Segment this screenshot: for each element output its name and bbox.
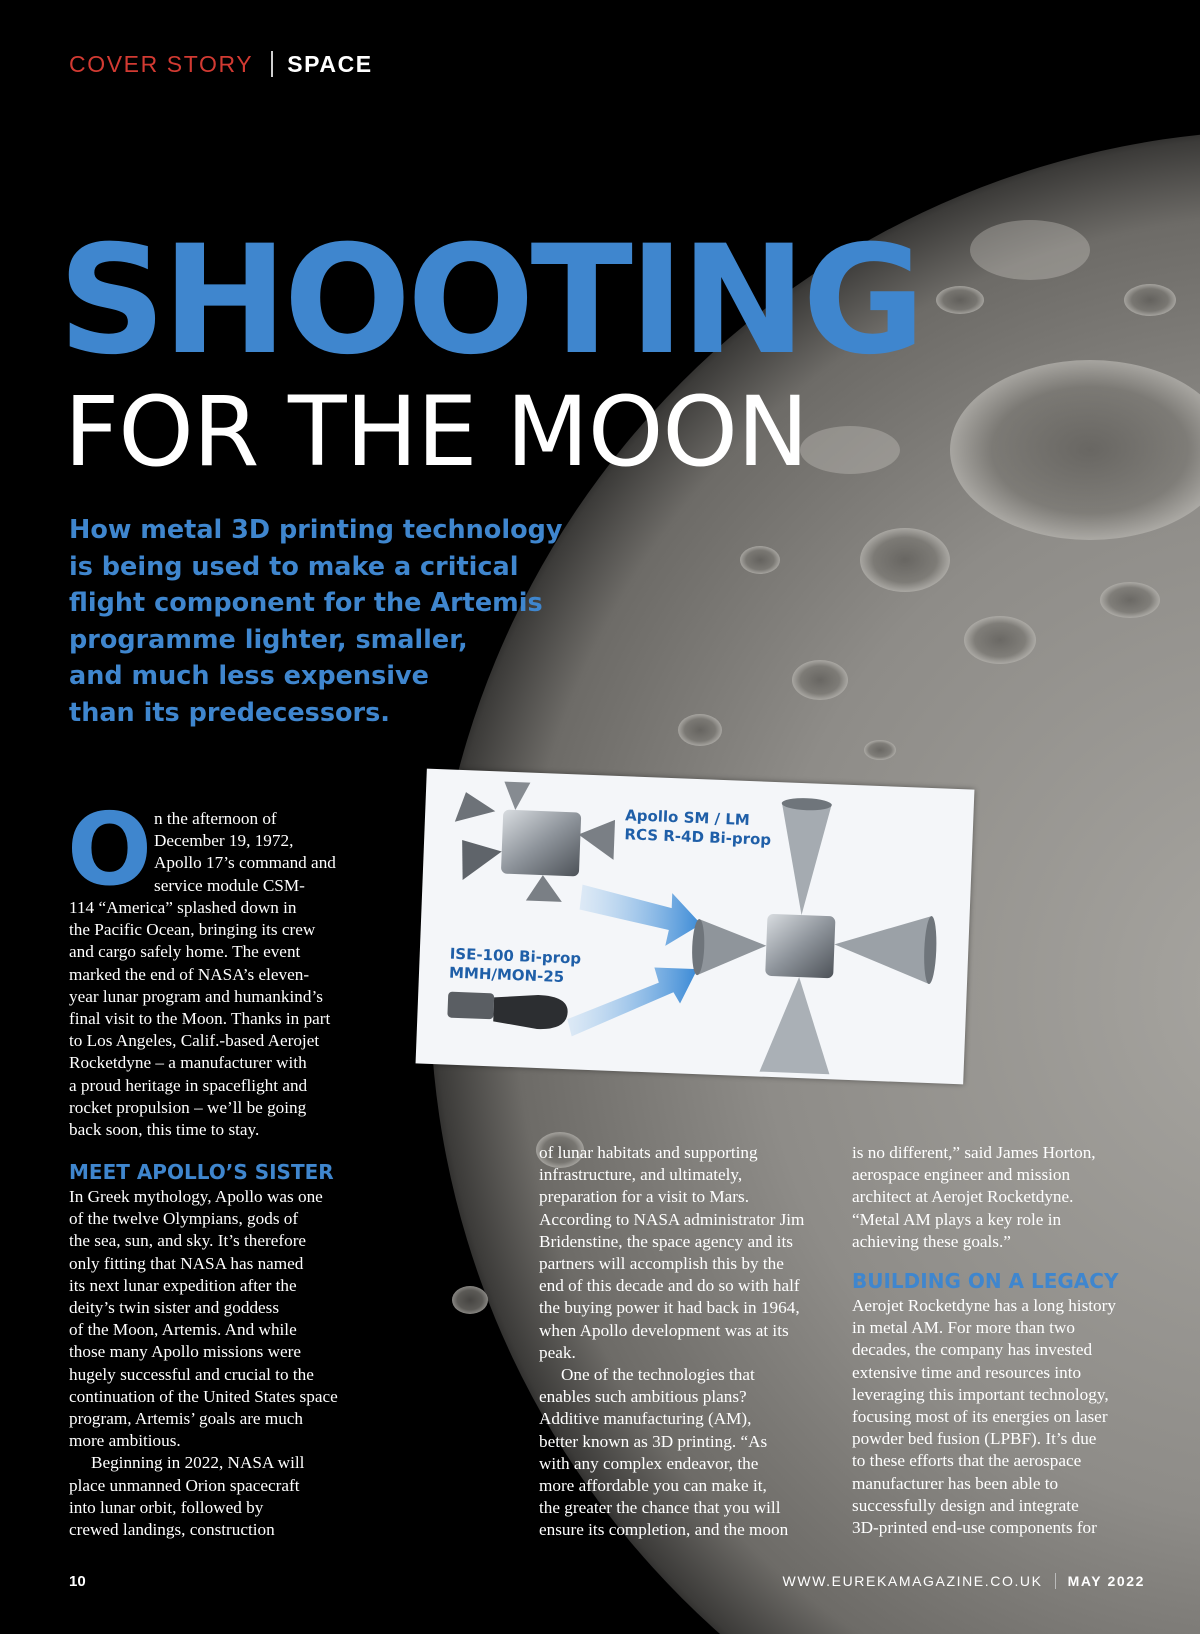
body-line: rocket propulsion – we’ll be going xyxy=(69,1097,307,1117)
issue-date: MAY 2022 xyxy=(1067,1573,1145,1589)
topic-label: SPACE xyxy=(287,50,373,77)
body-line: to Los Angeles, Calif.-based Aerojet xyxy=(69,1031,320,1051)
body-line: One of the technologies that xyxy=(561,1365,755,1385)
intro-dropcap-lines xyxy=(154,808,336,897)
body-line: enables such ambitious plans? xyxy=(539,1387,747,1407)
standfirst-line: is being used to make a critical xyxy=(69,551,519,582)
body-line: program, Artemis’ goals are much xyxy=(69,1409,304,1429)
body-line: of the Moon, Artemis. And while xyxy=(69,1320,297,1340)
body-line: ensure its completion, and the moon xyxy=(539,1520,789,1540)
standfirst-line: and much less expensive xyxy=(69,661,429,691)
thruster-figure xyxy=(416,769,975,1085)
body-line: place unmanned Orion spacecraft xyxy=(69,1475,300,1495)
body-line: when Apollo development was at its xyxy=(539,1320,789,1340)
body-line: aerospace engineer and mission xyxy=(852,1165,1071,1185)
footer-info xyxy=(783,1573,1146,1589)
intro-paragraph xyxy=(69,897,330,1141)
body-line: its next lunar expedition after the xyxy=(69,1275,297,1295)
body-line: those many Apollo missions were xyxy=(69,1342,302,1362)
body-line: of the twelve Olympians, gods of xyxy=(69,1209,299,1229)
body-line: more affordable you can make it, xyxy=(539,1476,767,1496)
body-line: preparation for a visit to Mars. xyxy=(539,1187,750,1207)
body-line: of lunar habitats and supporting xyxy=(539,1143,758,1162)
ise-label-line: ISE-100 Bi-prop xyxy=(449,944,582,968)
body-line: more ambitious. xyxy=(69,1431,181,1451)
subheading-meet-apollos-sister: MEET APOLLO’S SISTER xyxy=(69,1160,334,1184)
body-line: back soon, this time to stay. xyxy=(69,1120,260,1140)
body-line: Bridenstine, the space agency and its xyxy=(539,1231,793,1251)
body-line: infrastructure, and ultimately, xyxy=(539,1165,743,1185)
footer-divider xyxy=(1055,1573,1056,1589)
body-line: continuation of the United States space xyxy=(69,1386,338,1406)
body-line: 114 “America” splashed down in xyxy=(69,898,297,917)
ise-engine-graphic xyxy=(447,992,568,1031)
body-line: manufacturer has been able to xyxy=(852,1473,1059,1493)
body-line: In Greek mythology, Apollo was one xyxy=(69,1187,323,1206)
body-line: the buying power it had back in 1964, xyxy=(539,1298,800,1318)
standfirst xyxy=(69,512,589,731)
body-line: into lunar orbit, followed by xyxy=(69,1497,264,1517)
ise-label-line: MMH/MON-25 xyxy=(448,963,565,987)
body-line: better known as 3D printing. “As xyxy=(539,1431,768,1451)
body-line: in metal AM. For more than two xyxy=(852,1318,1075,1338)
body-line: December 19, 1972, xyxy=(154,831,294,851)
body-line: Beginning in 2022, NASA will xyxy=(91,1453,305,1473)
body-line: successfully design and integrate xyxy=(852,1495,1079,1515)
standfirst-line: How metal 3D printing technology xyxy=(69,515,563,545)
body-line: to these efforts that the aerospace xyxy=(852,1451,1082,1471)
ise-label xyxy=(449,945,582,988)
column-3 xyxy=(852,1142,1118,1539)
body-line: marked the end of NASA’s eleven- xyxy=(69,964,310,984)
website-url[interactable]: WWW.EUREKAMAGAZINE.CO.UK xyxy=(782,1573,1043,1589)
body-line: a proud heritage in spaceflight and xyxy=(69,1075,308,1095)
body-line: with any complex endeavor, the xyxy=(539,1453,759,1473)
body-line: the sea, sun, and sky. It’s therefore xyxy=(69,1231,307,1251)
body-line: extensive time and resources into xyxy=(852,1362,1082,1382)
body-line: focusing most of its energies on laser xyxy=(852,1407,1108,1427)
body-line: crewed landings, construction xyxy=(69,1520,275,1540)
page-number: 10 xyxy=(69,1573,86,1590)
body-line: end of this decade and do so with half xyxy=(539,1276,800,1296)
standfirst-line: flight component for the Artemis xyxy=(69,588,543,618)
body-line: architect at Aerojet Rocketdyne. xyxy=(852,1187,1074,1207)
body-line: partners will accomplish this by the xyxy=(539,1254,784,1274)
subheading-building-on-a-legacy: BUILDING ON A LEGACY xyxy=(852,1269,1119,1294)
body-line: hugely successful and crucial to the xyxy=(69,1364,314,1384)
body-line: leveraging this important technology, xyxy=(852,1384,1109,1404)
drop-cap xyxy=(67,791,153,908)
apollo-label xyxy=(624,806,772,850)
body-line: year lunar program and humankind’s xyxy=(69,986,323,1006)
body-line: achieving these goals.” xyxy=(852,1231,1011,1251)
headline-sub: FOR THE MOON xyxy=(64,376,808,488)
apollo-label-line: Apollo SM / LM xyxy=(624,806,751,830)
column-2 xyxy=(539,1142,804,1542)
body-line: only fitting that NASA has named xyxy=(69,1253,304,1273)
body-line: peak. xyxy=(539,1342,576,1362)
body-line: final visit to the Moon. Thanks in part xyxy=(69,1009,331,1029)
body-line: powder bed fusion (LPBF). It’s due xyxy=(852,1429,1097,1449)
column-1 xyxy=(69,1158,338,1541)
body-line: n the afternoon of xyxy=(154,809,277,828)
section-header xyxy=(69,47,373,81)
body-line: Additive manufacturing (AM), xyxy=(539,1409,752,1429)
body-line: “Metal AM plays a key role in xyxy=(852,1209,1062,1229)
body-line: Aerojet Rocketdyne has a long history xyxy=(852,1296,1116,1316)
body-line: deity’s twin sister and goddess xyxy=(69,1298,280,1318)
body-line: is no different,” said James Horton, xyxy=(852,1143,1096,1162)
body-line: 3D-printed end-use components for xyxy=(852,1518,1097,1538)
body-line: the Pacific Ocean, bringing its crew xyxy=(69,920,316,940)
header-divider xyxy=(271,51,273,77)
headline-main: SHOOTING xyxy=(58,214,922,388)
drop-cap-letter: O xyxy=(67,791,153,908)
apollo-thruster-graphic xyxy=(452,780,616,904)
apollo-label-line: RCS R-4D Bi-prop xyxy=(624,825,772,849)
body-line: and cargo safely home. The event xyxy=(69,942,301,962)
body-line: service module CSM- xyxy=(154,875,305,895)
body-line: decades, the company has invested xyxy=(852,1340,1093,1360)
body-line: Apollo 17’s command and xyxy=(154,853,336,873)
body-line: According to NASA administrator Jim xyxy=(539,1209,805,1229)
body-line: Rocketdyne – a manufacturer with xyxy=(69,1053,307,1073)
section-label: COVER STORY xyxy=(69,50,254,77)
standfirst-line: programme lighter, smaller, xyxy=(69,624,468,655)
standfirst-line: than its predecessors. xyxy=(69,697,390,728)
body-line: the greater the chance that you will xyxy=(539,1498,781,1518)
